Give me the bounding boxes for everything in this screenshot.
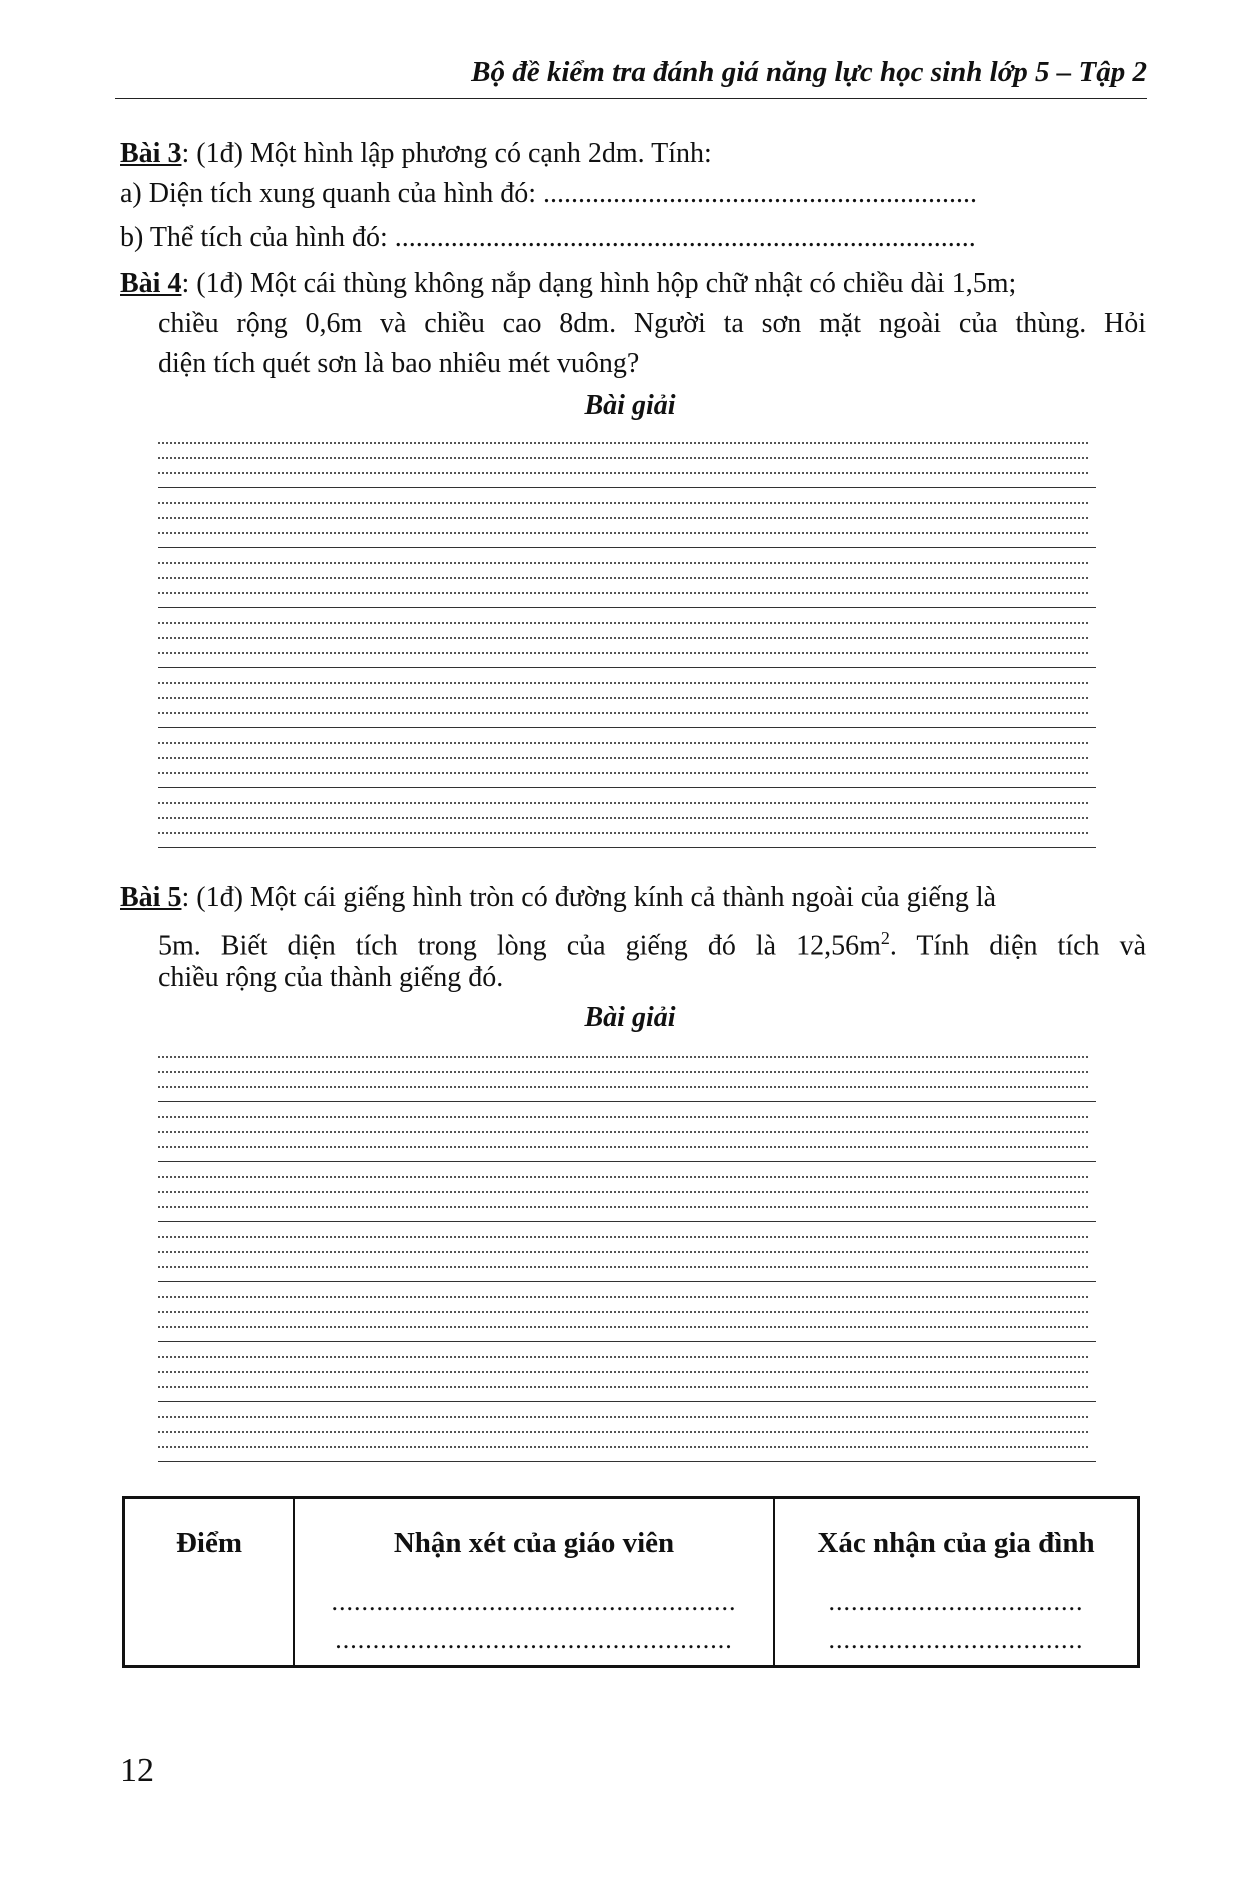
- answer-line[interactable]: [158, 532, 1088, 534]
- answer-line[interactable]: [158, 667, 1096, 668]
- header-rule: [115, 98, 1147, 99]
- bai3-label: Bài 3: [120, 138, 182, 169]
- answer-line[interactable]: [158, 1281, 1096, 1282]
- bai3-part-a: a) Diện tích xung quanh của hình đó: ..............................................................: [120, 178, 978, 209]
- bai5-solution-title: Bài giải: [584, 1002, 676, 1033]
- teacher-comment-line-2[interactable]: .....................................................: [335, 1625, 733, 1654]
- answer-line[interactable]: [158, 1056, 1088, 1058]
- family-confirmation-line-2[interactable]: ..................................: [828, 1625, 1084, 1654]
- answer-line[interactable]: [158, 457, 1088, 459]
- family-confirmation-column: [775, 1499, 1137, 1665]
- teacher-comment-column: [295, 1499, 775, 1665]
- score-column: [125, 1499, 295, 1665]
- bai4-solution-title: Bài giải: [584, 390, 676, 421]
- answer-line[interactable]: [158, 652, 1088, 654]
- answer-line[interactable]: [158, 1401, 1096, 1402]
- bai5-label: Bài 5: [120, 882, 182, 913]
- bai3-intro-text: : (1đ) Một hình lập phương có cạnh 2dm. Tính:: [181, 138, 712, 169]
- answer-line[interactable]: [158, 1131, 1088, 1133]
- answer-line[interactable]: [158, 517, 1088, 519]
- answer-line[interactable]: [158, 1176, 1088, 1178]
- answer-line[interactable]: [158, 1221, 1096, 1222]
- answer-line[interactable]: [158, 1461, 1096, 1462]
- answer-line[interactable]: [158, 802, 1088, 804]
- bai4-line-2: chiều rộng 0,6m và chiều cao 8dm. Người ta sơn mặt ngoài của thùng. Hỏi: [158, 308, 1146, 339]
- answer-line[interactable]: [158, 547, 1096, 548]
- answer-line[interactable]: [158, 1191, 1088, 1193]
- bai3-intro: [120, 136, 712, 172]
- teacher-comment-header: Nhận xét của giáo viên: [393, 1527, 675, 1559]
- answer-line[interactable]: [158, 772, 1088, 774]
- answer-line[interactable]: [158, 1431, 1088, 1433]
- answer-line[interactable]: [158, 1311, 1088, 1313]
- answer-line[interactable]: [158, 442, 1088, 444]
- answer-line[interactable]: [158, 1251, 1088, 1253]
- bai4-label: Bài 4: [120, 268, 182, 299]
- answer-line[interactable]: [158, 577, 1088, 579]
- answer-line[interactable]: [158, 727, 1096, 728]
- answer-line[interactable]: [158, 1086, 1088, 1088]
- bai5-line-2-b: . Tính diện tích và: [889, 930, 1146, 962]
- answer-line[interactable]: [158, 712, 1088, 714]
- teacher-comment-line-1[interactable]: ......................................................: [331, 1587, 737, 1616]
- bai4-line-1-text: : (1đ) Một cái thùng không nắp dạng hình hộp chữ nhật có chiều dài 1,5m;: [181, 268, 1017, 299]
- answer-line[interactable]: [158, 1071, 1088, 1073]
- bai5-line-2: [158, 920, 1146, 964]
- answer-line[interactable]: [158, 1266, 1088, 1268]
- bai3-part-b: b) Thể tích của hình đó: ...................................................................................: [120, 222, 976, 253]
- answer-line[interactable]: [158, 682, 1088, 684]
- answer-line[interactable]: [158, 1206, 1088, 1208]
- answer-line[interactable]: [158, 847, 1096, 848]
- answer-line[interactable]: [158, 1446, 1088, 1448]
- answer-line[interactable]: [158, 502, 1088, 504]
- bai5-line-1-text: : (1đ) Một cái giếng hình tròn có đường kính cả thành ngoài của giếng là: [181, 882, 997, 913]
- running-header: Bộ đề kiểm tra đánh giá năng lực học sinh lớp 5 – Tập 2: [471, 56, 1147, 88]
- answer-line[interactable]: [158, 637, 1088, 639]
- answer-line[interactable]: [158, 1146, 1088, 1148]
- family-confirmation-header: Xác nhận của gia đình: [817, 1527, 1095, 1559]
- evaluation-table: [122, 1496, 1140, 1668]
- answer-line[interactable]: [158, 487, 1096, 488]
- answer-line[interactable]: [158, 1386, 1088, 1388]
- answer-line[interactable]: [158, 607, 1096, 608]
- answer-line[interactable]: [158, 1356, 1088, 1358]
- answer-line[interactable]: [158, 1341, 1096, 1342]
- bai5-line-1: [120, 880, 996, 916]
- answer-line[interactable]: [158, 562, 1088, 564]
- page-number: 12: [120, 1752, 154, 1789]
- answer-line[interactable]: [158, 742, 1088, 744]
- answer-line[interactable]: [158, 1116, 1088, 1118]
- answer-line[interactable]: [158, 472, 1088, 474]
- answer-line[interactable]: [158, 1101, 1096, 1102]
- score-header: Điểm: [175, 1527, 243, 1559]
- bai5-superscript: 2: [880, 928, 890, 948]
- answer-line[interactable]: [158, 622, 1088, 624]
- answer-line[interactable]: [158, 592, 1088, 594]
- answer-line[interactable]: [158, 787, 1096, 788]
- answer-line[interactable]: [158, 832, 1088, 834]
- answer-line[interactable]: [158, 757, 1088, 759]
- bai5-line-2-a: 5m. Biết diện tích trong lòng của giếng đó là 12,56m: [158, 930, 881, 962]
- family-confirmation-line-1[interactable]: ..................................: [828, 1587, 1084, 1616]
- answer-line[interactable]: [158, 1326, 1088, 1328]
- bai4-line-3: diện tích quét sơn là bao nhiêu mét vuông?: [158, 348, 640, 379]
- answer-line[interactable]: [158, 1416, 1088, 1418]
- answer-line[interactable]: [158, 1296, 1088, 1298]
- answer-line[interactable]: [158, 1371, 1088, 1373]
- answer-line[interactable]: [158, 817, 1088, 819]
- answer-line[interactable]: [158, 697, 1088, 699]
- answer-line[interactable]: [158, 1236, 1088, 1238]
- bai4-line-1: [120, 266, 1016, 302]
- bai5-line-3: chiều rộng của thành giếng đó.: [158, 962, 504, 993]
- answer-line[interactable]: [158, 1161, 1096, 1162]
